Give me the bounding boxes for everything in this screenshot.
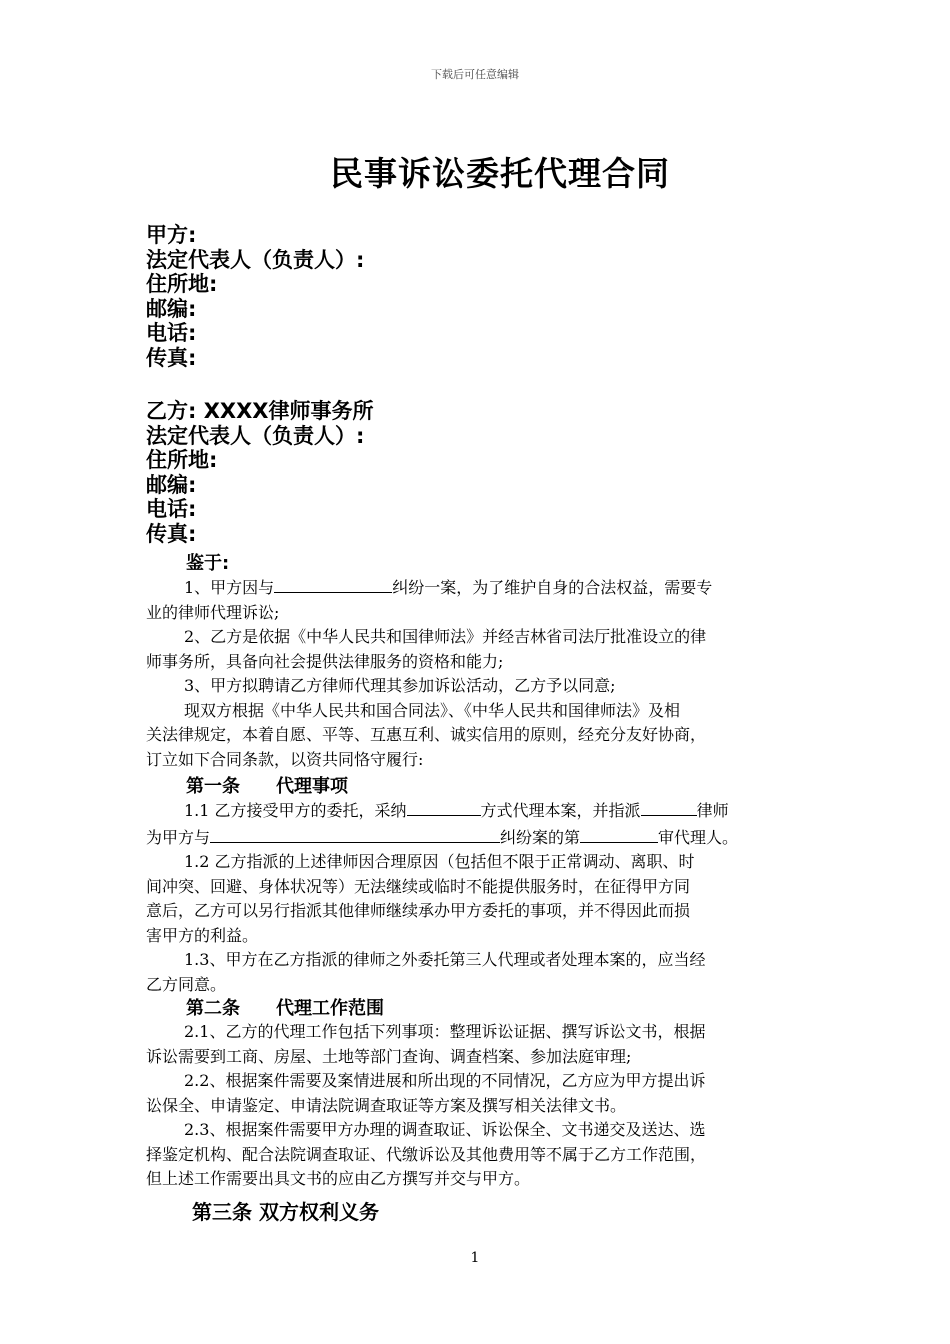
whereas-item-2: 2、乙方是依据《中华人民共和国律师法》并经吉林省司法厅批准设立的律 xyxy=(184,627,707,646)
clause-1-3: 1.3、甲方在乙方指派的律师之外委托第三人代理或者处理本案的，应当经 xyxy=(184,950,706,969)
article-1-body xyxy=(146,797,806,997)
clause-2-2: 2.2、根据案件需要及案情进展和所出现的不同情况，乙方应为甲方提出诉 xyxy=(184,1071,706,1090)
blank-field xyxy=(274,574,392,593)
blank-field xyxy=(641,797,697,816)
whereas-label: 鉴于: xyxy=(186,553,230,574)
party-b-address: 住所地: xyxy=(146,448,218,472)
page-number: 1 xyxy=(470,1250,480,1266)
clause-2-3-cont: 择鉴定机构、配合法院调查取证、代缴诉讼及其他费用等不属于乙方工作范围， xyxy=(146,1144,707,1164)
whereas-now-cont: 订立如下合同条款，以资共同恪守履行: xyxy=(146,749,424,769)
party-a-fax: 传真: xyxy=(146,345,197,370)
party-b-block xyxy=(146,399,373,546)
party-a-phone: 电话: xyxy=(146,321,197,345)
whereas-now-cont: 关法律规定，本着自愿、平等、互惠互利、诚实信用的原则，经充分友好协商， xyxy=(146,725,707,744)
clause-2-2-cont: 讼保全、申请鉴定、申请法院调查取证等方案及撰写相关法律文书。 xyxy=(146,1095,627,1115)
clause-1-2-cont: 间冲突、回避、身体状况等）无法继续或临时不能提供服务时，在征得甲方同 xyxy=(146,876,691,896)
blank-field xyxy=(210,824,500,843)
party-a-representative: 法定代表人（负责人）: xyxy=(146,247,365,272)
whereas-item-1-cont: 业的律师代理诉讼; xyxy=(146,602,280,622)
party-a-block xyxy=(146,223,364,370)
article-1-heading: 第一条 代理事项 xyxy=(186,776,348,797)
document-title: 民事诉讼委托代理合同 xyxy=(330,154,670,193)
blank-field xyxy=(407,797,481,816)
clause-2-3-cont: 但上述工作需要出具文书的应由乙方撰写并交与甲方。 xyxy=(146,1169,531,1188)
clause-2-3: 2.3、根据案件需要甲方办理的调查取证、诉讼保全、文书递交及送达、选 xyxy=(184,1120,706,1139)
party-a-postcode: 邮编: xyxy=(146,296,197,321)
clause-1-2: 1.2 乙方指派的上述律师因合理原因（包括但不限于正常调动、离职、时 xyxy=(184,852,695,871)
whereas-now: 现双方根据《中华人民共和国合同法》、《中华人民共和国律师法》及相 xyxy=(184,700,681,720)
clause-1-1: 1.1 乙方接受甲方的委托，采纳 方式代理本案，并指派 律师 xyxy=(146,797,806,824)
whereas-item-2-cont: 师事务所，具备向社会提供法律服务的资格和能力; xyxy=(146,651,504,671)
clause-2-1: 2.1、乙方的代理工作包括下列事项：整理诉讼证据、撰写诉讼文书，根据 xyxy=(184,1022,706,1041)
party-a-name: 甲方: xyxy=(146,223,197,247)
whereas-item-1: 1、甲方因与 纠纷一案，为了维护自身的合法权益，需要专 xyxy=(146,574,806,601)
clause-2-1-cont: 诉讼需要到工商、房屋、土地等部门查询、调查档案、参加法庭审理; xyxy=(146,1046,632,1066)
party-b-fax: 传真: xyxy=(146,521,197,546)
party-b-name: 乙方: XXXX律师事务所 xyxy=(146,399,374,423)
clause-1-2-cont: 意后，乙方可以另行指派其他律师继续承办甲方委托的事项，并不得因此而损 xyxy=(146,901,691,920)
article-2-body xyxy=(146,1020,806,1192)
clause-1-1-cont: 为甲方与 纠纷案的第 审代理人。 xyxy=(146,824,806,851)
clause-1-2-cont: 害甲方的利益。 xyxy=(146,925,259,945)
blank-field xyxy=(580,824,658,843)
whereas-clauses xyxy=(146,574,806,772)
clause-1-3-cont: 乙方同意。 xyxy=(146,974,227,994)
party-b-phone: 电话: xyxy=(146,497,197,521)
article-3-heading: 第三条 双方权利义务 xyxy=(192,1200,379,1224)
whereas-item-3: 3、甲方拟聘请乙方律师代理其参加诉讼活动，乙方予以同意; xyxy=(184,676,616,695)
article-2-heading: 第二条 代理工作范围 xyxy=(186,998,384,1019)
party-b-postcode: 邮编: xyxy=(146,472,197,497)
party-b-representative: 法定代表人（负责人）: xyxy=(146,423,365,448)
party-a-address: 住所地: xyxy=(146,272,218,296)
page-header: 下载后可任意编辑 xyxy=(431,68,519,81)
